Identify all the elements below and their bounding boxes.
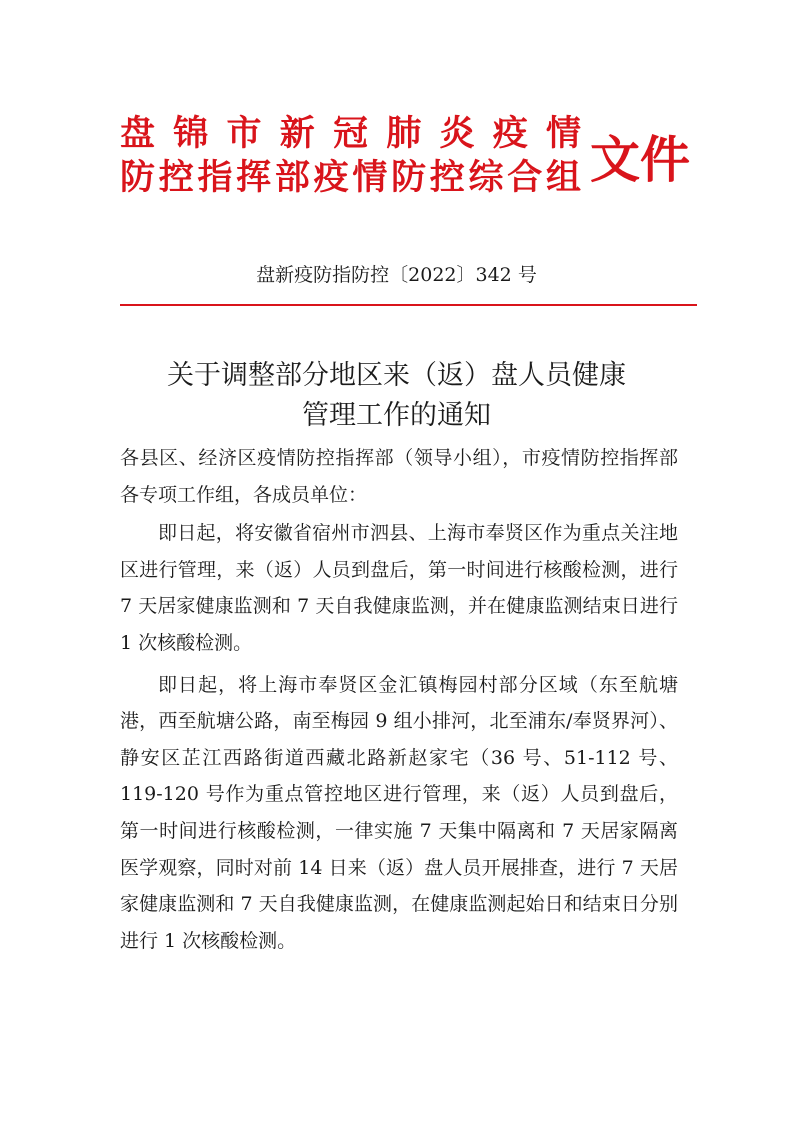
red-divider (120, 304, 697, 306)
title-line-1: 关于调整部分地区来（返）盘人员健康 (167, 360, 626, 391)
paragraph-2: 即日起，将上海市奉贤区金汇镇梅园村部分区域（东至航塘港，西至航塘公路，南至梅园 9 组小排河，北至浦东/奉贤界河）、静安区芷江西路街道西藏北路新赵家宅（36 号、51-112 号、119-120 号作为重点管控地区进行管理，来（返）人员到盘后，第一时间进行核酸检测，一律实施 7 天集中隔离和 7 天居家隔离医学观察，同时对前 14 日来（返）盘人员开展排查，进行 7 天居家健康监测和 7 天自我健康监测，在健康监测起始日和结束日分别进行 1 次核酸检测。 (120, 673, 678, 952)
document-header (120, 112, 690, 212)
title-line-2: 管理工作的通知 (302, 400, 491, 431)
salutation: 各县区、经济区疫情防控指挥部（领导小组），市疫情防控指挥部各专项工作组，各成员单位： (120, 447, 678, 506)
document-body (120, 440, 678, 964)
document-number: 盘新疫防指防控〔2022〕342 号 (256, 264, 537, 286)
file-label: 文件 (590, 130, 690, 189)
document-title (0, 356, 793, 436)
paragraph-1: 即日起，将安徽省宿州市泗县、上海市奉贤区作为重点关注地区进行管理，来（返）人员到盘后，第一时间进行核酸检测，进行 7 天居家健康监测和 7 天自我健康监测，并在健康监测结束日进行 1 次核酸检测。 (120, 522, 678, 654)
issuer-line-2: 防控指挥部疫情防控综合组 (120, 157, 582, 198)
issuer-line-1: 盘锦市新冠肺炎疫情 (120, 113, 582, 154)
issuing-authority (120, 112, 582, 200)
